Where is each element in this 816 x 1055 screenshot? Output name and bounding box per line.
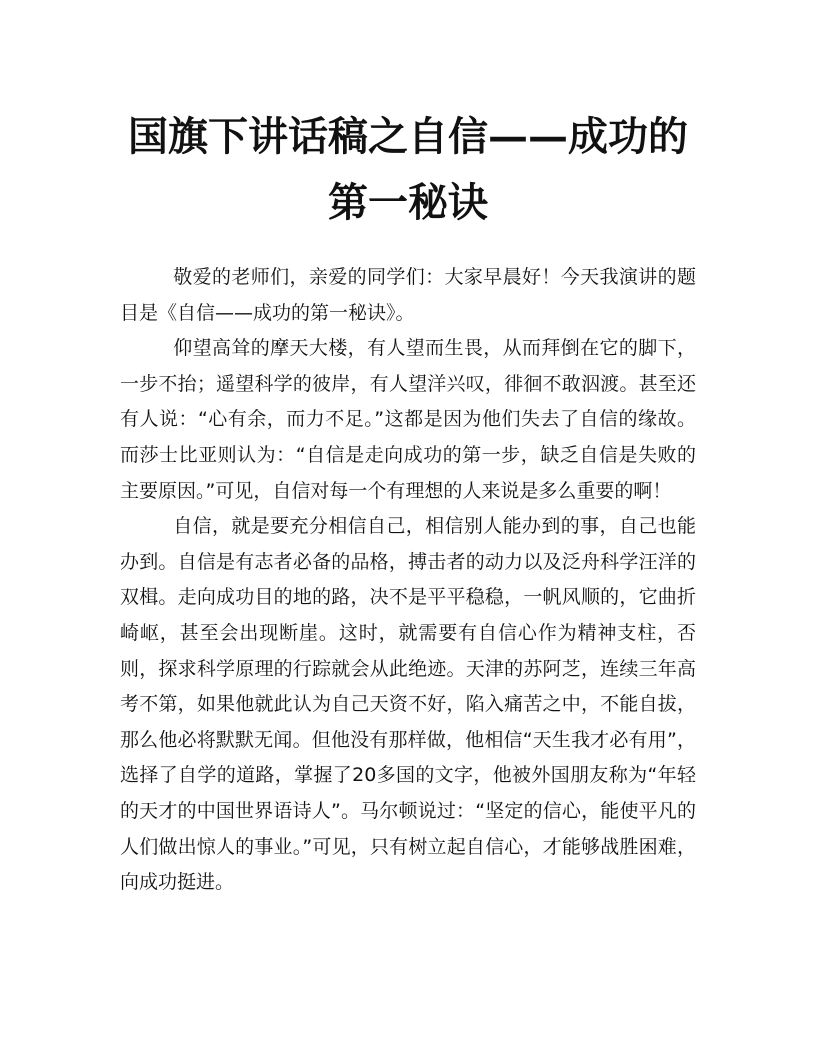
paragraph-skyscraper: 仰望高耸的摩天大楼，有人望而生畏，从而拜倒在它的脚下，一步不抬；遥望科学的彼岸，有人望洋兴叹，徘徊不敢泅渡。甚至还有人说：“心有余，而力不足。”这都是因为他们失去了自信的缘故。而莎士比亚则认为：“自信是走向成功的第一步，缺乏自信是失败的主要原因。”可见，自信对每一个有理想的人来说是多么重要的啊！ <box>120 337 696 502</box>
paragraph-greeting: 敬爱的老师们，亲爱的同学们：大家早晨好！今天我演讲的题目是《自信——成功的第一秘诀》。 <box>120 266 696 324</box>
document-title: 国旗下讲话稿之自信——成功的第一秘诀 <box>128 113 688 226</box>
paragraph-confidence: 自信，就是要充分相信自己，相信别人能办到的事，自己也能办到。自信是有志者必备的品格，搏击者的动力以及泛舟科学汪洋的双楫。走向成功目的地的路，决不是平平稳稳，一帆风顺的，它曲折崎岖，甚至会出现断崖。这时，就需要有自信心作为精神支柱，否则，探求科学原理的行踪就会从此绝迹。天津的苏阿芝，连续三年高考不第，如果他就此认为自己天资不好，陷入痛苦之中，不能自拔，那么他必将默默无闻。但他没有那样做，他相信“天生我才必有用”，选择了自学的道路，掌握了20多国的文字，他被外国朋友称为“年轻的天才的中国世界语诗人”。马尔顿说过：“坚定的信心，能使平凡的人们做出惊人的事业。”可见，只有树立起自信心，才能够战胜困难，向成功挺进。 <box>120 515 696 894</box>
document-body <box>120 260 696 901</box>
